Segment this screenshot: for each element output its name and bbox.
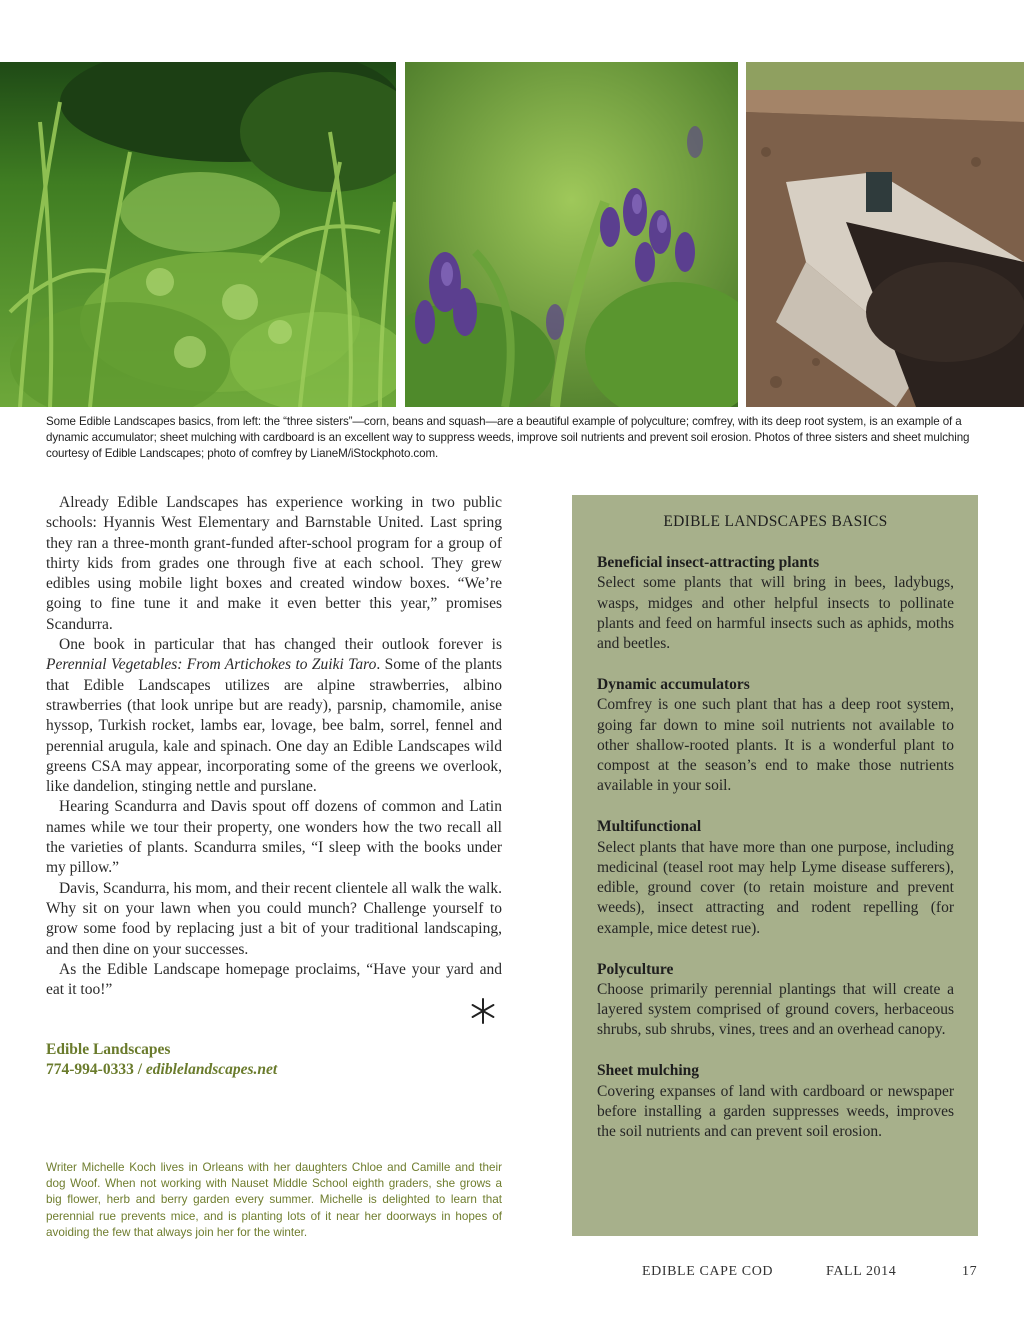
sidebar-item: [597, 960, 954, 1041]
contact-line: [46, 1060, 506, 1080]
article-paragraph-2-start: One book in particular that has changed their outlook forever is: [59, 636, 502, 654]
article-paragraph-2-end: . Some of the plants that Edible Landscapes utilizes are alpine strawberries, albino strawberries (that look unripe but are ready), parsnip, chamomile, anise hyssop, Turkish rocket, lambs ear, lovage, bee balm, sorrel, fennel and perennial arugula, kale and spinach. One day an Edible Landscapes wild greens CSA may appear, incorporating some of the greens we overlook, like dandelion, stinging nettle and purslane.: [46, 656, 502, 796]
photo-comfrey: [405, 62, 738, 407]
photo-sheet-mulching: [746, 62, 1024, 407]
article-paragraph-2: [46, 635, 502, 797]
article-paragraph-4: Davis, Scandurra, his mom, and their recent clientele all walk the walk. Why sit on your lawn when you could munch? Challenge yourself to grow some food by replacing just a bit of your traditional landscaping, and then dine on your successes.: [46, 879, 502, 958]
article-paragraph-5: As the Edible Landscape homepage proclaims, “Have your yard and eat it too!”: [46, 960, 502, 999]
sidebar-item-heading: Beneficial insect-attracting plants: [597, 554, 820, 571]
sidebar-item-heading: Dynamic accumulators: [597, 675, 750, 693]
sidebar-title: EDIBLE LANDSCAPES BASICS: [663, 513, 888, 530]
sidebar-item-heading: Polyculture: [597, 960, 674, 978]
sidebar-basics: [572, 495, 978, 1236]
sidebar-item-text: Choose primarily perennial plantings that will create a layered system comprised of ground covers, herbaceous shrubs, sub shrubs, vines, trees and an overhead canopy.: [597, 980, 954, 1039]
contact-block: [46, 1040, 506, 1080]
footer-issue: FALL 2014: [826, 1264, 897, 1279]
sidebar-item-text: Comfrey is one such plant that has a deep root system, going far down to mine soil nutrients not available to other shallow-rooted plants. It is a wonderful plant to compost at the season’s end to make those nutrients available in your soil.: [597, 696, 954, 795]
book-title: Perennial Vegetables: From Artichokes to Zuiki Taro: [46, 656, 377, 674]
sidebar-item: [597, 675, 954, 797]
footer-publication: EDIBLE CAPE COD: [642, 1264, 774, 1279]
photo-three-sisters: [0, 62, 396, 407]
sidebar-item: [597, 553, 954, 654]
end-mark-asterisk-icon: [466, 994, 500, 1028]
contact-website-link[interactable]: ediblelandscapes.net: [145, 1061, 278, 1078]
sidebar-item-heading: Multifunctional: [597, 818, 702, 836]
contact-phone: 774-994-0333 /: [46, 1061, 146, 1078]
author-bio: Writer Michelle Koch lives in Orleans with her daughters Chloe and Camille and their dog Woof. When not working with Nauset Middle School eighth graders, she grows a big flower, herb and berry garden every summer. Michelle is delighted to learn that perennial rue prevents mice, and is planting lots of it near her doorways in hopes of avoiding the few that always join her for the winter.: [46, 1161, 502, 1239]
article-paragraph-1: Already Edible Landscapes has experience working in two public schools: Hyannis West Elementary and Barnstable United. Last spring they ran a three-month grant-funded after-school program for a group of thirty kids from grades one through five at each school. They grew edibles using mobile light boxes and created window boxes. “We’re going to fine tune it and make it even better this year,” promises Scandurra.: [46, 494, 502, 633]
photo-caption: Some Edible Landscapes basics, from left: the “three sisters”—corn, beans and squash—are a beautiful example of polyculture; comfrey, with its deep root system, is an example of a dynamic accumulator; sheet mulching with cardboard is an excellent way to suppress weeds, improve soil nutrients and prevent soil erosion. Photos of three sisters and sheet mulching courtesy of Edible Landscapes; photo of comfrey by LianeM/iStockphoto.com.: [46, 415, 970, 460]
sidebar-item-text: Select plants that have more than one purpose, including medicinal (teasel root may help Lyme disease sufferers), edible, ground cover (to retain moisture and prevent weeds), insect attracting and rodent repelling (for example, mice detest rue).: [597, 838, 954, 937]
article-paragraph-3: Hearing Scandurra and Davis spout off dozens of common and Latin names while we tour their property, one wonders how the two recall all the varieties of plants. Scandurra smiles, “I sleep with the books under my pillow.”: [46, 798, 502, 877]
footer-page-number: 17: [962, 1264, 978, 1279]
sidebar-item-text: Select some plants that will bring in bees, ladybugs, wasps, midges and other helpful insects to pollinate plants and feed on harmful insects such as aphids, moths and beetles.: [597, 574, 954, 653]
sidebar-item-text: Covering expanses of land with cardboard or newspaper before installing a garden suppresses weeds, improves the soil nutrients and can prevent soil erosion.: [597, 1082, 954, 1141]
sidebar-item: [597, 817, 954, 939]
sidebar-item: [597, 1061, 954, 1142]
sidebar-item-heading: Sheet mulching: [597, 1062, 700, 1080]
article-body: [46, 493, 502, 1000]
contact-name: Edible Landscapes: [46, 1041, 171, 1058]
